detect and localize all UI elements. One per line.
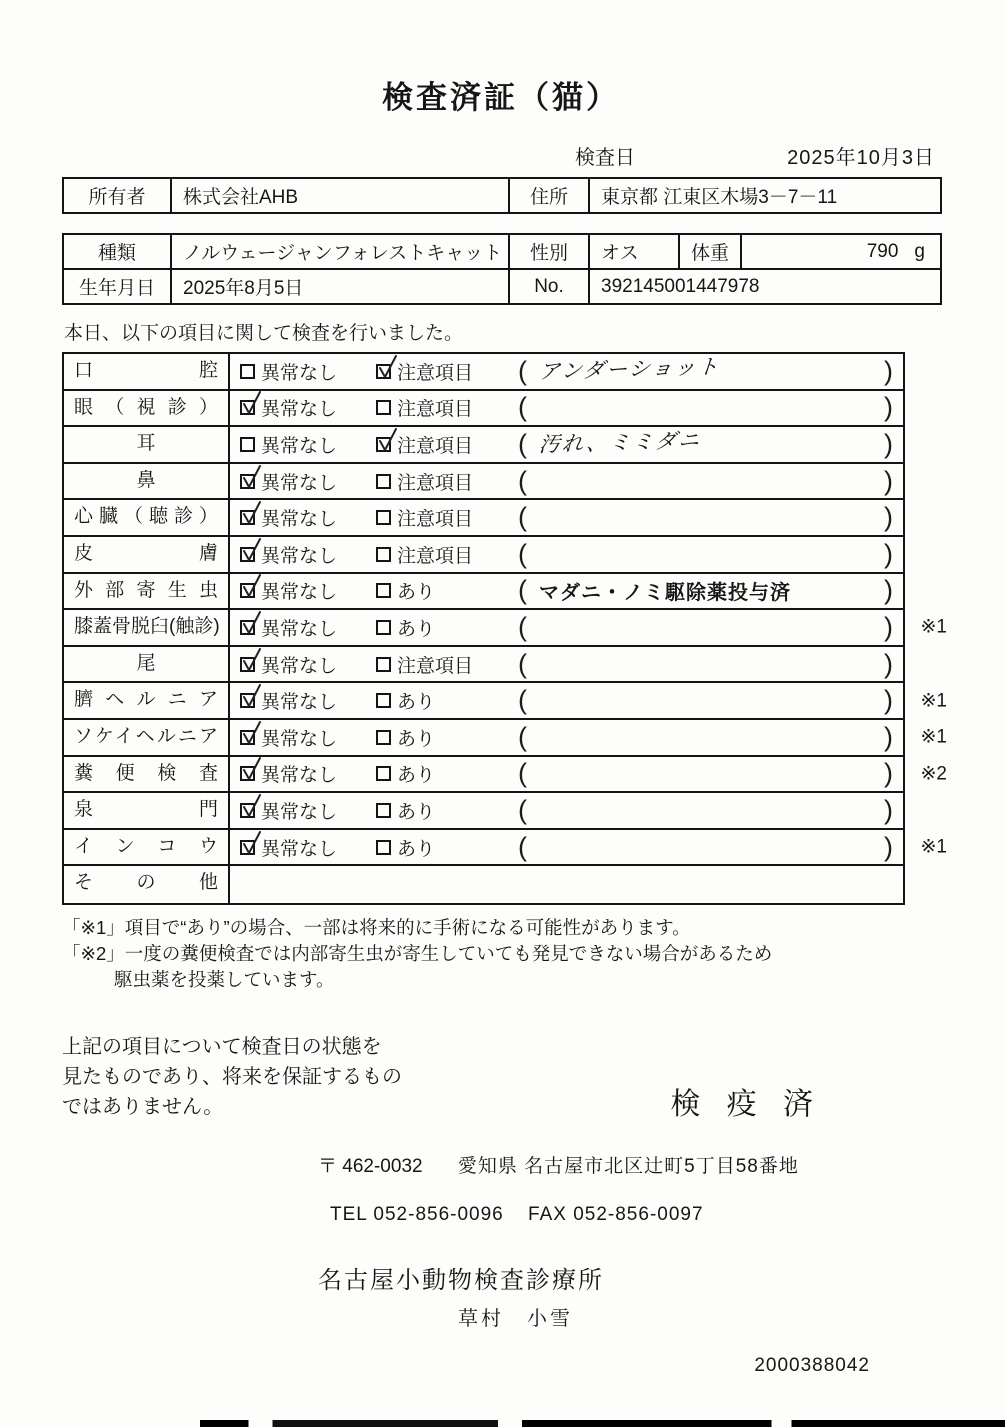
paren-open: ( bbox=[518, 355, 527, 386]
note-text bbox=[527, 727, 884, 737]
paren-close: ) bbox=[884, 428, 893, 459]
paren-open: ( bbox=[518, 794, 527, 825]
owner-table bbox=[62, 177, 942, 214]
clinic-postal-code: 〒 462-0032 bbox=[318, 1155, 423, 1177]
paren-close: ) bbox=[884, 721, 893, 752]
checkbox-normal[interactable] bbox=[240, 547, 255, 562]
item-content bbox=[230, 757, 903, 792]
item-label: 臍ヘルニア bbox=[64, 683, 230, 718]
check-mark-icon bbox=[239, 537, 263, 564]
option-normal bbox=[240, 651, 376, 678]
check-mark-icon bbox=[239, 390, 263, 417]
animal-row-1 bbox=[63, 234, 941, 269]
footnote-mark: ※1 bbox=[920, 690, 947, 712]
paren-close: ) bbox=[884, 538, 893, 569]
footnote-mark: ※2 bbox=[920, 763, 947, 785]
inspection-date-value: 2025年10月3日 bbox=[787, 147, 935, 169]
option-attention bbox=[376, 394, 518, 421]
paren-close: ) bbox=[884, 355, 893, 386]
item-label: 口腔 bbox=[64, 354, 230, 389]
item-content bbox=[230, 537, 903, 572]
item-label: 泉門 bbox=[64, 793, 230, 828]
note-field bbox=[518, 394, 903, 421]
option-attention bbox=[376, 651, 518, 678]
check-mark-icon bbox=[239, 573, 263, 600]
paren-open: ( bbox=[518, 465, 527, 496]
check-mark-icon bbox=[239, 610, 263, 637]
item-label: 耳 bbox=[64, 427, 230, 462]
note-field bbox=[518, 687, 903, 714]
option-normal bbox=[240, 797, 376, 824]
note-field bbox=[518, 538, 903, 569]
paren-close: ) bbox=[884, 392, 893, 423]
clinic-person-name: 草村 小雪 bbox=[458, 1307, 573, 1330]
checkbox-attention[interactable] bbox=[376, 803, 391, 818]
item-content bbox=[230, 720, 903, 755]
paren-open: ( bbox=[518, 392, 527, 423]
paren-close: ) bbox=[884, 611, 893, 642]
option-attention bbox=[376, 431, 518, 458]
option-label: 異常なし bbox=[261, 435, 338, 457]
item-content bbox=[230, 830, 903, 865]
option-label: 注意項目 bbox=[397, 472, 474, 494]
paren-open: ( bbox=[518, 538, 527, 569]
option-label: 注意項目 bbox=[397, 509, 474, 531]
check-mark-icon bbox=[239, 756, 263, 783]
inspection-row bbox=[64, 354, 903, 391]
option-normal bbox=[240, 394, 376, 421]
option-label: 異常なし bbox=[261, 728, 338, 750]
note-text bbox=[527, 508, 884, 518]
option-attention bbox=[376, 834, 518, 861]
page-title: 検査済証（猫） bbox=[382, 80, 620, 115]
clinic-postal-line bbox=[318, 1151, 940, 1178]
option-label: 異常なし bbox=[261, 509, 338, 531]
checkbox-attention[interactable] bbox=[376, 364, 391, 379]
option-label: 異常なし bbox=[261, 765, 338, 787]
check-mark-icon bbox=[239, 793, 263, 820]
disclaimer-line-2: 見たものであり、将来を保証するもの bbox=[62, 1066, 402, 1089]
scan-artifact-bar bbox=[200, 1420, 1005, 1427]
footnotes bbox=[62, 915, 940, 994]
option-attention bbox=[376, 358, 518, 385]
option-label: あり bbox=[397, 618, 436, 640]
item-content bbox=[230, 574, 903, 609]
option-label: 異常なし bbox=[261, 399, 338, 421]
item-label: 心臓（聴診） bbox=[64, 500, 230, 535]
paren-close: ) bbox=[884, 685, 893, 716]
owner-address: 東京都 江東区木場3－7－11 bbox=[589, 178, 941, 213]
clinic-tel-line bbox=[330, 1204, 940, 1226]
option-label: 異常なし bbox=[261, 838, 338, 860]
sex-label: 性別 bbox=[509, 234, 589, 269]
paren-open: ( bbox=[518, 575, 527, 606]
option-normal bbox=[240, 431, 376, 458]
item-label: 尾 bbox=[64, 647, 230, 682]
item-label: 糞便検査 bbox=[64, 757, 230, 792]
note-text bbox=[527, 691, 884, 701]
owner-row bbox=[63, 178, 941, 213]
checkbox-normal[interactable] bbox=[240, 657, 255, 672]
option-normal bbox=[240, 614, 376, 641]
inspection-table bbox=[62, 352, 947, 905]
checkbox-attention[interactable] bbox=[376, 693, 391, 708]
item-label: インコウ bbox=[64, 830, 230, 865]
checkbox-normal[interactable] bbox=[240, 620, 255, 635]
item-content bbox=[230, 683, 903, 718]
checkbox-normal[interactable] bbox=[240, 583, 255, 598]
option-label: 注意項目 bbox=[397, 655, 474, 677]
option-normal bbox=[240, 468, 376, 495]
weight-unit: g bbox=[914, 240, 925, 262]
paren-close: ) bbox=[884, 575, 893, 606]
paren-open: ( bbox=[518, 502, 527, 533]
note-field bbox=[518, 760, 903, 787]
serial-number: 2000388042 bbox=[754, 1354, 870, 1376]
note-field bbox=[518, 576, 903, 605]
inspection-row bbox=[64, 610, 947, 647]
item-label: 皮膚 bbox=[64, 537, 230, 572]
note-field bbox=[518, 794, 903, 825]
clinic-address: 愛知県 名古屋市北区辻町5丁目58番地 bbox=[457, 1155, 799, 1177]
item-label: 膝蓋骨脱臼(触診) bbox=[64, 610, 230, 645]
checkbox-attention[interactable] bbox=[376, 400, 391, 415]
footnote-1: 「※1」項目で“あり”の場合、一部は将来的に手術になる可能性があります。 bbox=[62, 916, 691, 938]
option-label: あり bbox=[397, 582, 436, 604]
note-field bbox=[518, 648, 903, 679]
option-normal bbox=[240, 724, 376, 751]
option-attention bbox=[376, 541, 518, 568]
owner-label: 所有者 bbox=[63, 178, 171, 213]
footnote-mark: ※1 bbox=[920, 726, 947, 748]
disclaimer bbox=[62, 1032, 402, 1123]
option-label: あり bbox=[397, 838, 436, 860]
item-content bbox=[230, 427, 903, 462]
footnote-mark: ※1 bbox=[920, 836, 947, 858]
option-attention bbox=[376, 468, 518, 495]
paren-open: ( bbox=[518, 758, 527, 789]
weight-cell bbox=[741, 234, 941, 269]
item-content bbox=[230, 793, 903, 828]
option-label: 異常なし bbox=[261, 692, 338, 714]
animal-row-2 bbox=[63, 269, 941, 304]
note-text bbox=[527, 544, 884, 554]
animal-table bbox=[62, 233, 942, 305]
checkbox-normal[interactable] bbox=[240, 766, 255, 781]
item-content bbox=[230, 500, 903, 535]
note-field bbox=[518, 465, 903, 496]
note-text bbox=[527, 398, 884, 408]
option-label: 異常なし bbox=[261, 472, 338, 494]
note-text: マダニ・ノミ駆除薬投与済 bbox=[539, 582, 791, 605]
note-field bbox=[518, 356, 903, 386]
note-text bbox=[527, 654, 884, 664]
option-label: あり bbox=[397, 801, 436, 823]
paren-close: ) bbox=[884, 502, 893, 533]
checkbox-normal[interactable] bbox=[240, 400, 255, 415]
inspection-date-label: 検査日 bbox=[575, 147, 635, 169]
note-text bbox=[527, 837, 884, 847]
weight-label: 体重 bbox=[679, 234, 741, 269]
item-label: 外部寄生虫 bbox=[64, 574, 230, 609]
check-mark-icon bbox=[375, 354, 399, 381]
clinic-fax: FAX 052-856-0097 bbox=[528, 1203, 704, 1225]
sex-value: オス bbox=[589, 234, 679, 269]
inspection-row bbox=[64, 574, 903, 611]
note-text: アンダーショット bbox=[537, 355, 722, 384]
inspection-row bbox=[64, 427, 903, 464]
owner-name: 株式会社AHB bbox=[171, 178, 509, 213]
note-text bbox=[527, 471, 884, 481]
option-label: あり bbox=[397, 765, 436, 787]
item-content bbox=[230, 464, 903, 499]
inspection-row bbox=[64, 647, 903, 684]
option-label: 注意項目 bbox=[397, 545, 474, 567]
check-mark-icon bbox=[375, 427, 399, 454]
intro-text: 本日、以下の項目に関して検査を行いました。 bbox=[64, 323, 464, 344]
no-label: No. bbox=[509, 269, 589, 304]
inspection-row bbox=[64, 757, 947, 794]
checkbox-normal[interactable] bbox=[240, 693, 255, 708]
paren-open: ( bbox=[518, 831, 527, 862]
option-normal bbox=[240, 504, 376, 531]
quarantine-stamp: 検 疫 済 bbox=[670, 1087, 822, 1121]
no-value: 392145001447978 bbox=[589, 269, 941, 304]
checkbox-normal[interactable] bbox=[240, 840, 255, 855]
note-field bbox=[518, 504, 903, 531]
item-label: 眼（視診） bbox=[64, 391, 230, 426]
option-label: 注意項目 bbox=[397, 399, 474, 421]
item-label: ソケイヘルニア bbox=[64, 720, 230, 755]
paren-close: ) bbox=[884, 648, 893, 679]
option-label: 異常なし bbox=[261, 655, 338, 677]
check-mark-icon bbox=[239, 464, 263, 491]
disclaimer-line-1: 上記の項目について検査日の状態を bbox=[62, 1035, 382, 1058]
weight-value: 790 bbox=[866, 240, 899, 262]
note-field bbox=[518, 721, 903, 752]
inspection-row bbox=[64, 720, 947, 757]
item-content bbox=[230, 647, 903, 682]
inspection-date-row bbox=[62, 141, 940, 171]
checkbox-normal[interactable] bbox=[240, 730, 255, 745]
paren-close: ) bbox=[884, 465, 893, 496]
paren-open: ( bbox=[518, 648, 527, 679]
breed-value: ノルウェージャンフォレストキャット bbox=[171, 234, 509, 269]
inspection-row bbox=[64, 866, 903, 903]
option-attention bbox=[376, 687, 518, 714]
checkbox-attention[interactable] bbox=[376, 766, 391, 781]
clinic-name: 名古屋小動物検査診療所 bbox=[318, 1266, 604, 1294]
option-label: 異常なし bbox=[261, 362, 338, 384]
paren-open: ( bbox=[518, 611, 527, 642]
note-field bbox=[518, 429, 903, 459]
option-attention bbox=[376, 504, 518, 531]
paren-close: ) bbox=[884, 831, 893, 862]
checkbox-attention[interactable] bbox=[376, 583, 391, 598]
check-mark-icon bbox=[239, 500, 263, 527]
checkbox-attention[interactable] bbox=[376, 510, 391, 525]
option-label: 注意項目 bbox=[397, 435, 474, 457]
inspection-row bbox=[64, 464, 903, 501]
note-text: 汚れ、ミミダニ bbox=[537, 429, 702, 458]
item-content bbox=[230, 866, 903, 903]
note-text bbox=[527, 764, 884, 774]
inspection-row bbox=[64, 830, 947, 867]
option-label: 注意項目 bbox=[397, 362, 474, 384]
item-label: 鼻 bbox=[64, 464, 230, 499]
inspection-row bbox=[64, 683, 947, 720]
check-mark-icon bbox=[239, 647, 263, 674]
checkbox-normal[interactable] bbox=[240, 510, 255, 525]
option-normal bbox=[240, 541, 376, 568]
option-normal bbox=[240, 577, 376, 604]
disclaimer-line-3: ではありません。 bbox=[62, 1096, 224, 1119]
note-field bbox=[518, 611, 903, 642]
check-mark-icon bbox=[239, 830, 263, 857]
option-normal bbox=[240, 358, 376, 385]
checkbox-attention[interactable] bbox=[376, 840, 391, 855]
birth-label: 生年月日 bbox=[63, 269, 171, 304]
option-label: あり bbox=[397, 692, 436, 714]
option-normal bbox=[240, 834, 376, 861]
checkbox-normal[interactable] bbox=[240, 474, 255, 489]
checkbox-normal[interactable] bbox=[240, 803, 255, 818]
item-content bbox=[230, 391, 903, 426]
option-label: 異常なし bbox=[261, 582, 338, 604]
paren-close: ) bbox=[884, 794, 893, 825]
paren-open: ( bbox=[518, 428, 527, 459]
footnote-mark: ※1 bbox=[920, 616, 947, 638]
option-normal bbox=[240, 760, 376, 787]
checkbox-attention[interactable] bbox=[376, 474, 391, 489]
checkbox-normal[interactable] bbox=[240, 437, 255, 452]
inspection-row bbox=[64, 537, 903, 574]
checkbox-attention[interactable] bbox=[376, 547, 391, 562]
note-text bbox=[527, 800, 884, 810]
check-mark-icon bbox=[239, 683, 263, 710]
closing-section bbox=[62, 1032, 940, 1123]
option-label: 異常なし bbox=[261, 545, 338, 567]
option-normal bbox=[240, 687, 376, 714]
inspection-row bbox=[64, 793, 903, 830]
option-label: 異常なし bbox=[261, 618, 338, 640]
clinic-tel: TEL 052-856-0096 bbox=[330, 1203, 504, 1225]
option-attention bbox=[376, 797, 518, 824]
note-field bbox=[518, 831, 903, 862]
footnote-2: 「※2」一度の糞便検査では内部寄生虫が寄生していても発見できない場合があるため bbox=[62, 943, 773, 965]
birth-value: 2025年8月5日 bbox=[171, 269, 509, 304]
option-attention bbox=[376, 614, 518, 641]
paren-close: ) bbox=[884, 758, 893, 789]
item-content bbox=[230, 354, 903, 389]
inspection-row bbox=[64, 500, 903, 537]
option-label: あり bbox=[397, 728, 436, 750]
option-attention bbox=[376, 724, 518, 751]
checkbox-attention[interactable] bbox=[376, 437, 391, 452]
check-mark-icon bbox=[239, 720, 263, 747]
checkbox-attention[interactable] bbox=[376, 620, 391, 635]
note-text bbox=[527, 617, 884, 627]
footnote-2-continued: 駆虫薬を投薬しています。 bbox=[114, 969, 335, 991]
owner-address-label: 住所 bbox=[509, 178, 589, 213]
item-label: その他 bbox=[64, 866, 230, 903]
paren-open: ( bbox=[518, 721, 527, 752]
option-attention bbox=[376, 760, 518, 787]
option-attention bbox=[376, 577, 518, 604]
paren-open: ( bbox=[518, 685, 527, 716]
checkbox-normal[interactable] bbox=[240, 364, 255, 379]
item-content bbox=[230, 610, 903, 645]
checkbox-attention[interactable] bbox=[376, 657, 391, 672]
option-label: 異常なし bbox=[261, 801, 338, 823]
checkbox-attention[interactable] bbox=[376, 730, 391, 745]
breed-label: 種類 bbox=[63, 234, 171, 269]
